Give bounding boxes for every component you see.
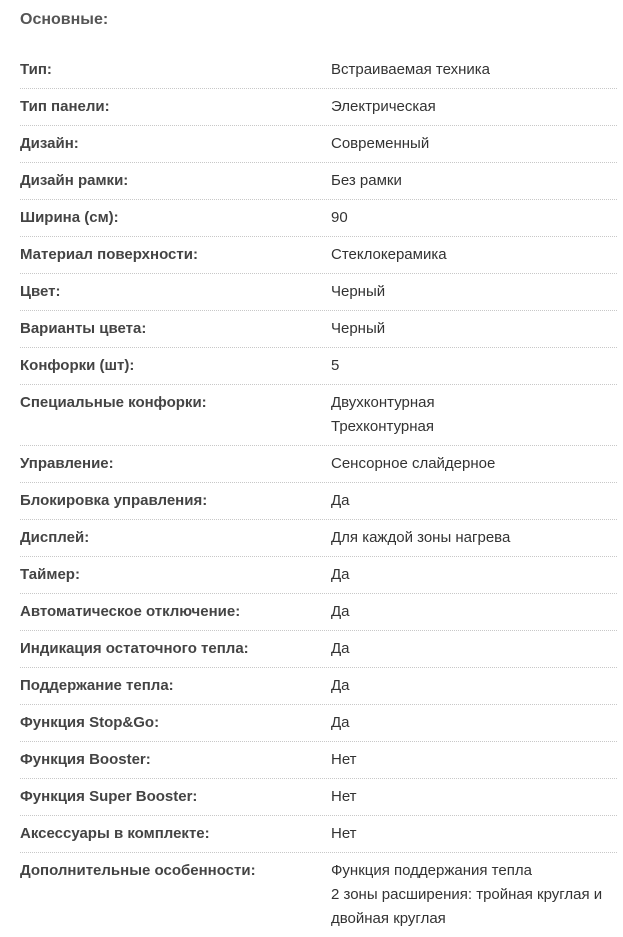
spec-key: Тип панели:: [20, 98, 110, 115]
spec-row: [20, 348, 617, 385]
spec-key: Поддержание тепла:: [20, 677, 174, 694]
spec-row: [20, 853, 617, 937]
spec-value-line: Нет: [331, 825, 357, 842]
spec-row: [20, 200, 617, 237]
spec-value: [331, 748, 617, 772]
spec-key: Функция Stop&Go:: [20, 714, 160, 731]
spec-row: [20, 742, 617, 779]
spec-value-line: Без рамки: [331, 172, 402, 189]
spec-value: [331, 280, 617, 304]
spec-key: Дисплей:: [20, 529, 90, 546]
spec-value-line: 90: [331, 209, 348, 226]
spec-row: [20, 237, 617, 274]
spec-row: [20, 89, 617, 126]
spec-row: [20, 668, 617, 705]
spec-value-line: Встраиваемая техника: [331, 61, 490, 78]
spec-key: Функция Booster:: [20, 751, 151, 768]
spec-value-line: 5: [331, 357, 340, 374]
spec-value-line: Да: [331, 492, 350, 509]
section-title: Основные:: [20, 11, 109, 28]
spec-value-line: Трехконтурная: [331, 418, 434, 435]
spec-value-line: Современный: [331, 135, 430, 152]
spec-value-line: 2 зоны расширения: тройная круглая и двойная круглая: [331, 886, 603, 927]
spec-row: [20, 631, 617, 668]
spec-value-line: Нет: [331, 751, 357, 768]
spec-row: [20, 483, 617, 520]
spec-value: [331, 785, 617, 809]
spec-value-line: Функция поддержания тепла: [331, 862, 532, 879]
spec-row: [20, 52, 617, 89]
spec-key: Варианты цвета:: [20, 320, 147, 337]
spec-row: [20, 816, 617, 853]
spec-value-line: Да: [331, 714, 350, 731]
spec-key: Материал поверхности:: [20, 246, 198, 263]
spec-value: [331, 58, 617, 82]
spec-key: Дизайн рамки:: [20, 172, 129, 189]
spec-value: [331, 822, 617, 846]
spec-key: Ширина (см):: [20, 209, 119, 226]
spec-key: Аксессуары в комплекте:: [20, 825, 210, 842]
spec-key: Индикация остаточного тепла:: [20, 640, 249, 657]
spec-row: [20, 311, 617, 348]
spec-value: [331, 317, 617, 341]
spec-value: [331, 243, 617, 267]
spec-row: [20, 520, 617, 557]
spec-value: [331, 206, 617, 230]
spec-value: [331, 169, 617, 193]
spec-value-line: Да: [331, 640, 350, 657]
spec-key: Дополнительные особенности:: [20, 862, 256, 879]
spec-value: [331, 563, 617, 587]
spec-key: Цвет:: [20, 283, 61, 300]
spec-row: [20, 274, 617, 311]
spec-row: [20, 705, 617, 742]
spec-value: [331, 674, 617, 698]
spec-key: Блокировка управления:: [20, 492, 208, 509]
spec-value-line: Да: [331, 677, 350, 694]
spec-key: Управление:: [20, 455, 114, 472]
spec-value-line: Сенсорное слайдерное: [331, 455, 496, 472]
spec-value-line: Да: [331, 603, 350, 620]
spec-value-line: Электрическая: [331, 98, 436, 115]
spec-value: [331, 489, 617, 513]
spec-value: [331, 859, 617, 931]
spec-value-line: Да: [331, 566, 350, 583]
spec-value: [331, 711, 617, 735]
spec-list: [20, 52, 617, 937]
spec-value: [331, 637, 617, 661]
spec-value-line: Нет: [331, 788, 357, 805]
spec-value-line: Черный: [331, 320, 386, 337]
spec-key: Специальные конфорки:: [20, 394, 207, 411]
spec-row: [20, 126, 617, 163]
spec-key: Автоматическое отключение:: [20, 603, 241, 620]
spec-row: [20, 385, 617, 446]
spec-key: Тип:: [20, 61, 52, 78]
spec-value: [331, 391, 617, 439]
spec-row: [20, 557, 617, 594]
spec-row: [20, 779, 617, 816]
spec-key: Конфорки (шт):: [20, 357, 135, 374]
spec-key: Дизайн:: [20, 135, 79, 152]
spec-value: [331, 526, 617, 550]
spec-value: [331, 452, 617, 476]
spec-key: Функция Super Booster:: [20, 788, 198, 805]
spec-key: Таймер:: [20, 566, 80, 583]
spec-row: [20, 594, 617, 631]
spec-value-line: Стеклокерамика: [331, 246, 447, 263]
spec-value: [331, 95, 617, 119]
spec-value-line: Для каждой зоны нагрева: [331, 529, 511, 546]
spec-value: [331, 600, 617, 624]
spec-value: [331, 354, 617, 378]
spec-value-line: Черный: [331, 283, 386, 300]
spec-value-line: Двухконтурная: [331, 394, 435, 411]
spec-row: [20, 163, 617, 200]
spec-value: [331, 132, 617, 156]
spec-row: [20, 446, 617, 483]
